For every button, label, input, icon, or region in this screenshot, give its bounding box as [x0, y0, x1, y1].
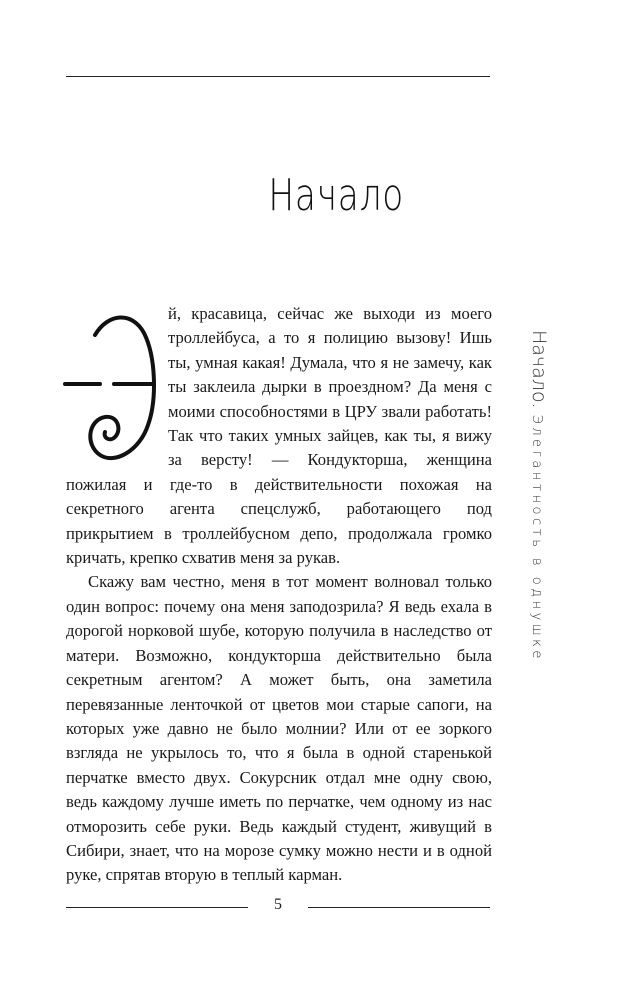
footer-rule-right — [308, 907, 490, 908]
page-number: 5 — [274, 896, 282, 913]
top-rule — [66, 76, 490, 77]
drop-cap-space — [66, 302, 168, 470]
footer-rule-left — [66, 907, 248, 908]
running-head — [528, 330, 552, 662]
chapter-title: Начало — [268, 170, 405, 221]
running-head-part2: Элегантность в однушке — [529, 414, 544, 662]
body-text — [66, 302, 492, 888]
paragraph-2: Скажу вам честно, меня в тот момент волновал только один вопрос: почему она меня заподозрила? Я ведь ехала в дорогой норковой шубе, которую получила в наследство от матери. Возможно, кондукторша действительно была секретным агентом? А может быть, она заметила перевязанные ленточкой от цветов мои старые сапоги, на которых уже давно не было молнии? Или от ее зоркого взгляда не укрылось то, что я была в одной старенькой перчатке вместо двух. Сокурсник отдал мне одну свою, ведь каждому лучше иметь по перчатке, чем одному из нас отморозить себе руки. Ведь каждый студент, живущий в Сибири, знает, что на морозе сумку можно нести и в одной руке, спрятав вторую в теплый карман. — [66, 572, 492, 885]
paragraph-1: й, красавица, сейчас же выходи из моего троллейбуса, а то я полицию вызову! Ишь ты, умная какая! Думала, что я не замечу, как ты заклеила дырки в проездном? Да меня с моими способностями в ЦРУ звали работать! Так что таких умных зайцев, как ты, я вижу за версту! — Кондукторша, женщина пожилая и где-то в действительности похожая на секретного агента спецслужб, работающего под прикрытием в троллейбусном депо, продолжала громко кричать, крепко схватив меня за рукав. — [66, 304, 492, 568]
running-head-part1: Начало. — [528, 330, 550, 409]
